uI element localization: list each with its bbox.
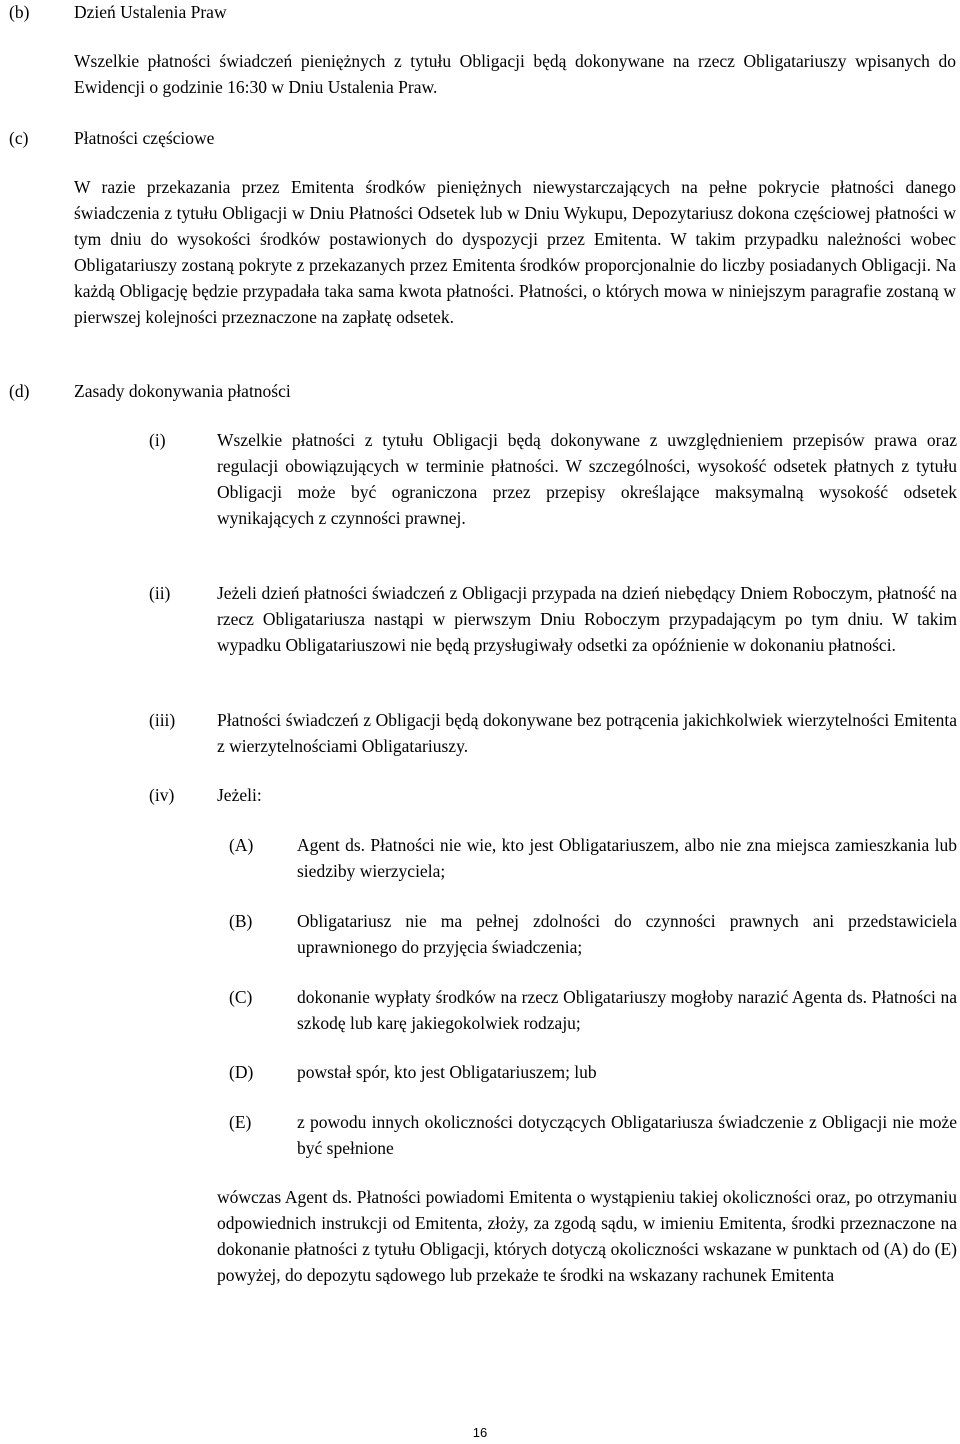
item-iv-text: Jeżeli: xyxy=(217,785,262,805)
item-i-text: Wszelkie płatności z tytułu Obligacji będą dokonywane z uwzględnieniem przepisów prawa oraz regulacji obowiązujących w terminie płatności. W szczególności, wysokość odsetek płatnych z tytułu Obligacji może być ograniczona przez przepisy określające maksymalną wysokość odsetek wynikających z czynności prawnej. xyxy=(217,430,957,528)
page-number: 16 xyxy=(472,1425,488,1440)
subitem-d-label: (D) xyxy=(229,1062,254,1082)
subitem-e-text: z powodu innych okoliczności dotyczących Obligatariusza świadczenie z Obligacji nie może być spełnione xyxy=(297,1112,957,1158)
section-c-body: W razie przekazania przez Emitenta środków pieniężnych niewystarczających na pełne pokrycie płatności danego świadczenia z tytułu Obligacji w Dniu Płatności Odsetek lub w Dniu Wykupu, Depozytariusz dokona częściowej płatności w tym dniu do wysokości środków postawionych do dyspozycji przez Emitenta. W takim przypadku należności wobec Obligatariuszy zostaną pokryte z przekazanych przez Emitenta środków proporcjonalnie do liczby posiadanych Obligacji. Na każdą Obligację będzie przypadała taka sama kwota płatności. Płatności, o których mowa w niniejszym paragrafie zostaną w pierwszej kolejności przeznaczone na zapłatę odsetek. xyxy=(74,177,956,327)
subitem-a-label: (A) xyxy=(229,835,254,855)
item-iii-label: (iii) xyxy=(149,710,176,730)
subitem-d-text: powstał spór, kto jest Obligatariuszem; lub xyxy=(297,1062,597,1082)
section-b-label: (b) xyxy=(9,2,30,22)
subitem-c-label: (C) xyxy=(229,987,253,1007)
item-ii-label: (ii) xyxy=(149,583,171,603)
item-i-label: (i) xyxy=(149,430,166,450)
subitem-e-label: (E) xyxy=(229,1112,252,1132)
item-ii-text: Jeżeli dzień płatności świadczeń z Obligacji przypada na dzień niebędący Dniem Roboczym, płatność na rzecz Obligatariusza nastąpi w pierwszym Dniu Roboczym przypadającym po tym dniu. W takim wypadku Obligatariuszowi nie będą przysługiwały odsetki za opóźnienie w dokonaniu płatności. xyxy=(217,583,957,655)
subitem-b-text: Obligatariusz nie ma pełnej zdolności do czynności prawnych ani przedstawiciela uprawnionego do przyjęcia świadczenia; xyxy=(297,911,957,957)
section-d-heading: Zasady dokonywania płatności xyxy=(74,381,291,401)
item-iv-label: (iv) xyxy=(149,785,175,805)
subitem-a-text: Agent ds. Płatności nie wie, kto jest Obligatariuszem, albo nie zna miejsca zamieszkania lub siedziby wierzyciela; xyxy=(297,835,957,881)
section-b-body: Wszelkie płatności świadczeń pieniężnych z tytułu Obligacji będą dokonywane na rzecz Obligatariuszy wpisanych do Ewidencji o godzinie 16:30 w Dniu Ustalenia Praw. xyxy=(74,51,956,97)
section-b-heading: Dzień Ustalenia Praw xyxy=(74,2,227,22)
subitem-c-text: dokonanie wypłaty środków na rzecz Obligatariuszy mogłoby narazić Agenta ds. Płatności na szkodę lub karę jakiegokolwiek rodzaju; xyxy=(297,987,957,1033)
section-d-label: (d) xyxy=(9,381,30,401)
closing-paragraph: wówczas Agent ds. Płatności powiadomi Emitenta o wystąpieniu takiej okoliczności oraz, po otrzymaniu odpowiednich instrukcji od Emitenta, złoży, za zgodą sądu, w imieniu Emitenta, środki przeznaczone na dokonanie płatności z tytułu Obligacji, których dotyczą okoliczności wskazane w punktach od (A) do (E) powyżej, do depozytu sądowego lub przekaże te środki na wskazany rachunek Emitenta xyxy=(217,1187,957,1285)
section-c-heading: Płatności częściowe xyxy=(74,128,215,148)
subitem-b-label: (B) xyxy=(229,911,253,931)
section-c-label: (c) xyxy=(9,128,29,148)
item-iii-text: Płatności świadczeń z Obligacji będą dokonywane bez potrącenia jakichkolwiek wierzytelności Emitenta z wierzytelnościami Obligatariuszy. xyxy=(217,710,957,756)
